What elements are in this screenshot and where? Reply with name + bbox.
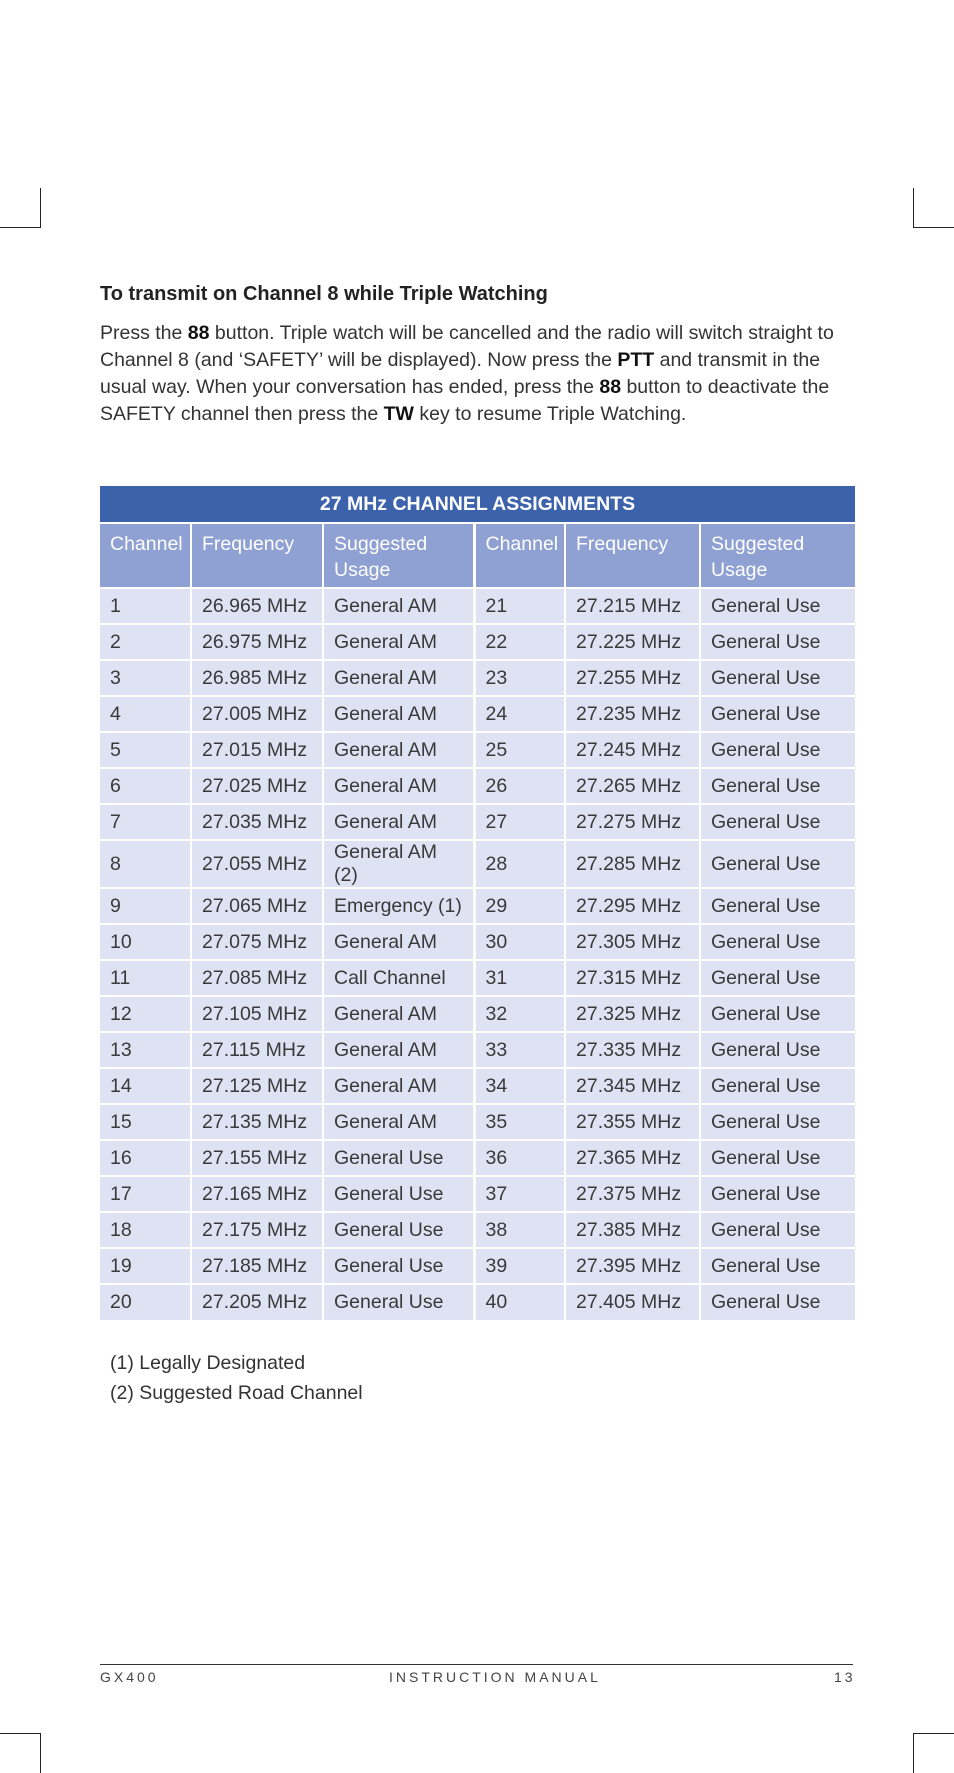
table-body bbox=[100, 588, 855, 1320]
crop-mark-bottom-left-h bbox=[0, 1733, 40, 1734]
cell-usage: General Use bbox=[323, 1284, 474, 1320]
cell-frequency-2: 27.335 MHz bbox=[565, 1032, 700, 1068]
cell-usage-2: General Use bbox=[700, 924, 855, 960]
table-row bbox=[100, 1248, 855, 1284]
cell-frequency-2: 27.315 MHz bbox=[565, 960, 700, 996]
cell-usage: General AM bbox=[323, 996, 474, 1032]
cell-channel: 14 bbox=[100, 1068, 191, 1104]
cell-usage-2: General Use bbox=[700, 1104, 855, 1140]
cell-channel-2: 30 bbox=[474, 924, 565, 960]
paragraph-text: button. Triple watch will be cancelled and the radio will switch straight to Channel 8 (and ‘SAFETY’ will be displayed). Now press the bbox=[100, 322, 834, 371]
cell-usage-2: General Use bbox=[700, 660, 855, 696]
cell-frequency: 27.115 MHz bbox=[191, 1032, 323, 1068]
cell-channel: 5 bbox=[100, 732, 191, 768]
header-frequency-2: Frequency bbox=[565, 523, 700, 588]
cell-channel-2: 36 bbox=[474, 1140, 565, 1176]
table-row bbox=[100, 888, 855, 924]
table-row bbox=[100, 732, 855, 768]
cell-usage: General AM bbox=[323, 924, 474, 960]
cell-channel: 18 bbox=[100, 1212, 191, 1248]
table-row bbox=[100, 840, 855, 888]
bold-keyword: TW bbox=[383, 403, 414, 425]
cell-usage: General AM bbox=[323, 1032, 474, 1068]
paragraph-text: and transmit in the usual way. When your conversation has ended, press the bbox=[100, 349, 821, 398]
table-row bbox=[100, 1104, 855, 1140]
cell-frequency: 27.055 MHz bbox=[191, 840, 323, 888]
cell-channel-2: 21 bbox=[474, 588, 565, 624]
cell-usage: General AM bbox=[323, 732, 474, 768]
cell-usage: General AM bbox=[323, 660, 474, 696]
cell-frequency-2: 27.275 MHz bbox=[565, 804, 700, 840]
cell-channel-2: 33 bbox=[474, 1032, 565, 1068]
cell-channel: 12 bbox=[100, 996, 191, 1032]
cell-channel: 1 bbox=[100, 588, 191, 624]
cell-channel: 6 bbox=[100, 768, 191, 804]
bold-keyword: 88 bbox=[187, 322, 210, 344]
cell-usage-2: General Use bbox=[700, 732, 855, 768]
cell-frequency-2: 27.325 MHz bbox=[565, 996, 700, 1032]
cell-frequency-2: 27.245 MHz bbox=[565, 732, 700, 768]
footnotes bbox=[110, 1348, 363, 1408]
footer-manual-title: INSTRUCTION MANUAL bbox=[389, 1669, 601, 1685]
footer-rule bbox=[100, 1664, 853, 1665]
crop-mark-bottom-right-h bbox=[914, 1733, 954, 1734]
cell-usage-2: General Use bbox=[700, 768, 855, 804]
table-row bbox=[100, 960, 855, 996]
cell-channel-2: 40 bbox=[474, 1284, 565, 1320]
cell-frequency: 27.165 MHz bbox=[191, 1176, 323, 1212]
cell-channel-2: 32 bbox=[474, 996, 565, 1032]
cell-frequency: 27.085 MHz bbox=[191, 960, 323, 996]
cell-frequency: 26.975 MHz bbox=[191, 624, 323, 660]
cell-usage: General AM bbox=[323, 696, 474, 732]
table-row bbox=[100, 1176, 855, 1212]
cell-usage: General Use bbox=[323, 1212, 474, 1248]
cell-channel: 15 bbox=[100, 1104, 191, 1140]
cell-frequency-2: 27.265 MHz bbox=[565, 768, 700, 804]
cell-usage: General AM (2) bbox=[323, 840, 474, 888]
cell-frequency-2: 27.255 MHz bbox=[565, 660, 700, 696]
cell-channel-2: 29 bbox=[474, 888, 565, 924]
cell-frequency: 27.135 MHz bbox=[191, 1104, 323, 1140]
crop-mark-top-left-h bbox=[0, 227, 40, 228]
cell-usage-2: General Use bbox=[700, 1248, 855, 1284]
table-row bbox=[100, 924, 855, 960]
cell-channel: 4 bbox=[100, 696, 191, 732]
table-row bbox=[100, 624, 855, 660]
crop-mark-bottom-left-v bbox=[40, 1733, 41, 1773]
table-row bbox=[100, 660, 855, 696]
cell-frequency-2: 27.385 MHz bbox=[565, 1212, 700, 1248]
table-row bbox=[100, 1284, 855, 1320]
cell-frequency: 27.065 MHz bbox=[191, 888, 323, 924]
bold-keyword: PTT bbox=[617, 349, 655, 371]
cell-usage: General Use bbox=[323, 1140, 474, 1176]
cell-channel-2: 27 bbox=[474, 804, 565, 840]
cell-frequency-2: 27.345 MHz bbox=[565, 1068, 700, 1104]
header-frequency: Frequency bbox=[191, 523, 323, 588]
crop-mark-top-right-h bbox=[914, 227, 954, 228]
cell-usage: Call Channel bbox=[323, 960, 474, 996]
table-row bbox=[100, 1032, 855, 1068]
table-row bbox=[100, 996, 855, 1032]
cell-usage: General Use bbox=[323, 1248, 474, 1284]
cell-usage-2: General Use bbox=[700, 624, 855, 660]
table-title: 27 MHz CHANNEL ASSIGNMENTS bbox=[100, 486, 855, 523]
instruction-paragraph bbox=[100, 320, 860, 428]
cell-channel: 17 bbox=[100, 1176, 191, 1212]
header-channel: Channel bbox=[100, 523, 191, 588]
cell-usage-2: General Use bbox=[700, 1140, 855, 1176]
paragraph-text: button to deactivate the SAFETY channel then press the bbox=[100, 376, 830, 425]
cell-frequency-2: 27.225 MHz bbox=[565, 624, 700, 660]
cell-channel-2: 22 bbox=[474, 624, 565, 660]
footer-page-number: 13 bbox=[834, 1669, 856, 1685]
cell-usage-2: General Use bbox=[700, 1176, 855, 1212]
cell-frequency-2: 27.215 MHz bbox=[565, 588, 700, 624]
table-row bbox=[100, 696, 855, 732]
cell-channel: 13 bbox=[100, 1032, 191, 1068]
cell-usage: General AM bbox=[323, 1068, 474, 1104]
cell-channel-2: 39 bbox=[474, 1248, 565, 1284]
footer-model: GX400 bbox=[100, 1669, 159, 1685]
cell-usage-2: General Use bbox=[700, 888, 855, 924]
table-row bbox=[100, 768, 855, 804]
cell-channel: 8 bbox=[100, 840, 191, 888]
cell-channel: 10 bbox=[100, 924, 191, 960]
cell-frequency: 27.035 MHz bbox=[191, 804, 323, 840]
cell-channel-2: 25 bbox=[474, 732, 565, 768]
cell-channel: 16 bbox=[100, 1140, 191, 1176]
cell-usage-2: General Use bbox=[700, 1212, 855, 1248]
cell-channel-2: 31 bbox=[474, 960, 565, 996]
cell-usage-2: General Use bbox=[700, 696, 855, 732]
cell-usage-2: General Use bbox=[700, 960, 855, 996]
cell-channel: 9 bbox=[100, 888, 191, 924]
table-row bbox=[100, 1140, 855, 1176]
cell-frequency-2: 27.395 MHz bbox=[565, 1248, 700, 1284]
table-header-row bbox=[100, 523, 855, 588]
cell-channel: 3 bbox=[100, 660, 191, 696]
cell-frequency-2: 27.285 MHz bbox=[565, 840, 700, 888]
cell-channel-2: 23 bbox=[474, 660, 565, 696]
table-row bbox=[100, 1212, 855, 1248]
header-suggested-usage: Suggested Usage bbox=[323, 523, 474, 588]
bold-keyword: 88 bbox=[599, 376, 622, 398]
header-suggested-usage-2: Suggested Usage bbox=[700, 523, 855, 588]
cell-frequency: 27.185 MHz bbox=[191, 1248, 323, 1284]
cell-frequency: 27.125 MHz bbox=[191, 1068, 323, 1104]
footnote-road-channel: (2) Suggested Road Channel bbox=[110, 1382, 363, 1404]
cell-channel: 20 bbox=[100, 1284, 191, 1320]
crop-mark-bottom-right-v bbox=[913, 1733, 914, 1773]
cell-usage-2: General Use bbox=[700, 588, 855, 624]
table-row bbox=[100, 804, 855, 840]
cell-usage-2: General Use bbox=[700, 996, 855, 1032]
cell-frequency-2: 27.305 MHz bbox=[565, 924, 700, 960]
cell-frequency: 27.105 MHz bbox=[191, 996, 323, 1032]
footnote-legally-designated: (1) Legally Designated bbox=[110, 1352, 306, 1374]
crop-mark-top-right-v bbox=[913, 188, 914, 228]
cell-usage: General AM bbox=[323, 588, 474, 624]
table-row bbox=[100, 1068, 855, 1104]
cell-channel-2: 34 bbox=[474, 1068, 565, 1104]
paragraph-text: key to resume Triple Watching. bbox=[413, 403, 687, 425]
cell-channel: 2 bbox=[100, 624, 191, 660]
cell-channel-2: 35 bbox=[474, 1104, 565, 1140]
cell-usage-2: General Use bbox=[700, 840, 855, 888]
channel-table-container bbox=[100, 486, 855, 1320]
cell-channel: 11 bbox=[100, 960, 191, 996]
cell-frequency-2: 27.375 MHz bbox=[565, 1176, 700, 1212]
cell-usage: Emergency (1) bbox=[323, 888, 474, 924]
cell-channel-2: 38 bbox=[474, 1212, 565, 1248]
cell-frequency-2: 27.355 MHz bbox=[565, 1104, 700, 1140]
crop-mark-top-left-v bbox=[40, 188, 41, 228]
cell-channel-2: 26 bbox=[474, 768, 565, 804]
cell-usage: General AM bbox=[323, 804, 474, 840]
cell-usage: General AM bbox=[323, 1104, 474, 1140]
cell-frequency: 27.175 MHz bbox=[191, 1212, 323, 1248]
cell-usage: General Use bbox=[323, 1176, 474, 1212]
cell-frequency: 27.005 MHz bbox=[191, 696, 323, 732]
cell-frequency: 27.015 MHz bbox=[191, 732, 323, 768]
cell-usage-2: General Use bbox=[700, 1284, 855, 1320]
cell-frequency: 27.155 MHz bbox=[191, 1140, 323, 1176]
cell-usage-2: General Use bbox=[700, 1032, 855, 1068]
cell-channel-2: 37 bbox=[474, 1176, 565, 1212]
cell-frequency: 26.965 MHz bbox=[191, 588, 323, 624]
header-channel-2: Channel bbox=[474, 523, 565, 588]
cell-frequency: 27.025 MHz bbox=[191, 768, 323, 804]
cell-usage-2: General Use bbox=[700, 804, 855, 840]
cell-usage: General AM bbox=[323, 768, 474, 804]
section-heading: To transmit on Channel 8 while Triple Watching bbox=[100, 283, 548, 305]
cell-frequency: 26.985 MHz bbox=[191, 660, 323, 696]
channel-assignments-table bbox=[100, 486, 855, 1320]
cell-frequency-2: 27.235 MHz bbox=[565, 696, 700, 732]
cell-channel: 19 bbox=[100, 1248, 191, 1284]
cell-frequency: 27.075 MHz bbox=[191, 924, 323, 960]
table-row bbox=[100, 588, 855, 624]
cell-frequency-2: 27.295 MHz bbox=[565, 888, 700, 924]
cell-frequency-2: 27.365 MHz bbox=[565, 1140, 700, 1176]
cell-channel-2: 24 bbox=[474, 696, 565, 732]
cell-usage-2: General Use bbox=[700, 1068, 855, 1104]
cell-channel: 7 bbox=[100, 804, 191, 840]
cell-frequency-2: 27.405 MHz bbox=[565, 1284, 700, 1320]
cell-usage: General AM bbox=[323, 624, 474, 660]
cell-frequency: 27.205 MHz bbox=[191, 1284, 323, 1320]
cell-channel-2: 28 bbox=[474, 840, 565, 888]
paragraph-text: Press the bbox=[100, 322, 188, 344]
